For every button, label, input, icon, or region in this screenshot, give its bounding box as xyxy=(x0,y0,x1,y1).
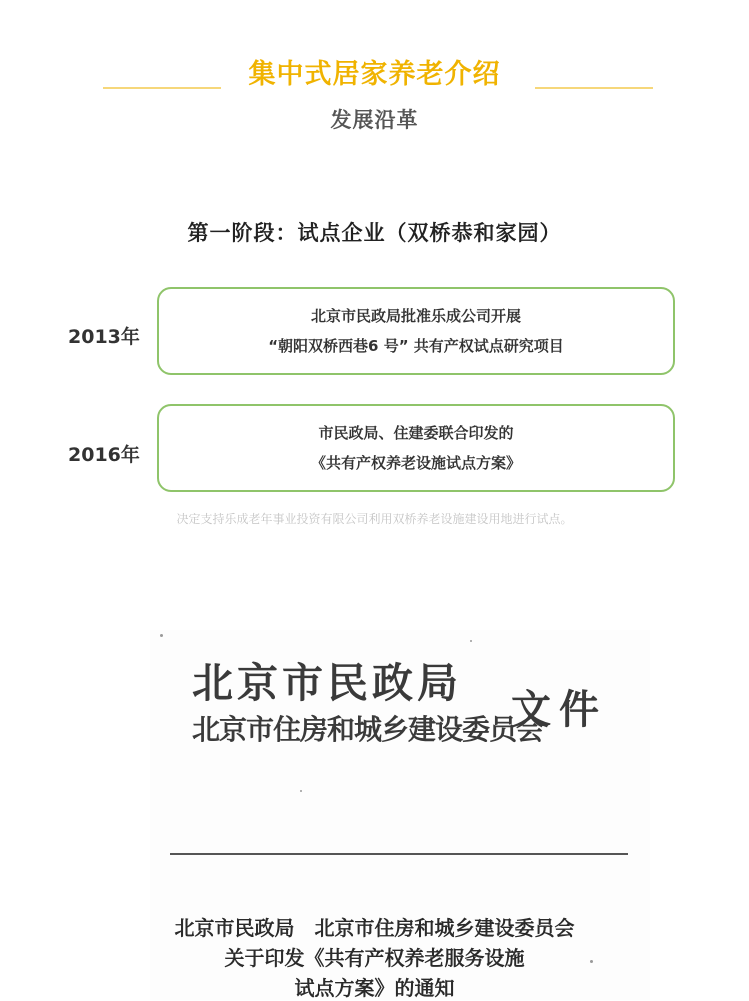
scan-speck xyxy=(160,634,163,637)
timeline-event-box xyxy=(157,287,675,375)
timeline-event-line: 市民政局、住建委联合印发的 xyxy=(318,424,514,442)
timeline-event-box xyxy=(157,404,675,492)
timeline-event-line: 北京市民政局批准乐成公司开展 xyxy=(310,307,521,325)
page-title: 集中式居家养老介绍 xyxy=(248,59,501,90)
timeline-year: 2013年 xyxy=(68,326,140,348)
scan-speck xyxy=(300,790,302,792)
document-issuer: 北京市民政局 xyxy=(192,659,462,707)
document-co-issuer: 北京市住房和城乡建设委员会 xyxy=(192,713,544,746)
document-header-rule xyxy=(170,853,628,855)
document-title-line: 试点方案》的通知 xyxy=(294,976,455,1000)
timeline-event-line: “朝阳双桥西巷6 号” 共有产权试点研究项目 xyxy=(268,337,564,355)
stage-title: 第一阶段：试点企业（双桥恭和家园） xyxy=(187,221,562,245)
document-file-label: 文件 xyxy=(511,686,607,733)
scan-speck xyxy=(470,640,472,642)
footnote: 决定支持乐成老年事业投资有限公司利用双桥养老设施建设用地进行试点。 xyxy=(176,512,573,526)
timeline-year: 2016年 xyxy=(68,444,140,466)
document-title-line: 关于印发《共有产权养老服务设施 xyxy=(224,946,525,970)
document-title-line: 北京市民政局 北京市住房和城乡建设委员会 xyxy=(174,916,575,940)
timeline-event-line: 《共有产权养老设施试点方案》 xyxy=(310,454,521,472)
page-subtitle: 发展沿革 xyxy=(330,108,419,132)
